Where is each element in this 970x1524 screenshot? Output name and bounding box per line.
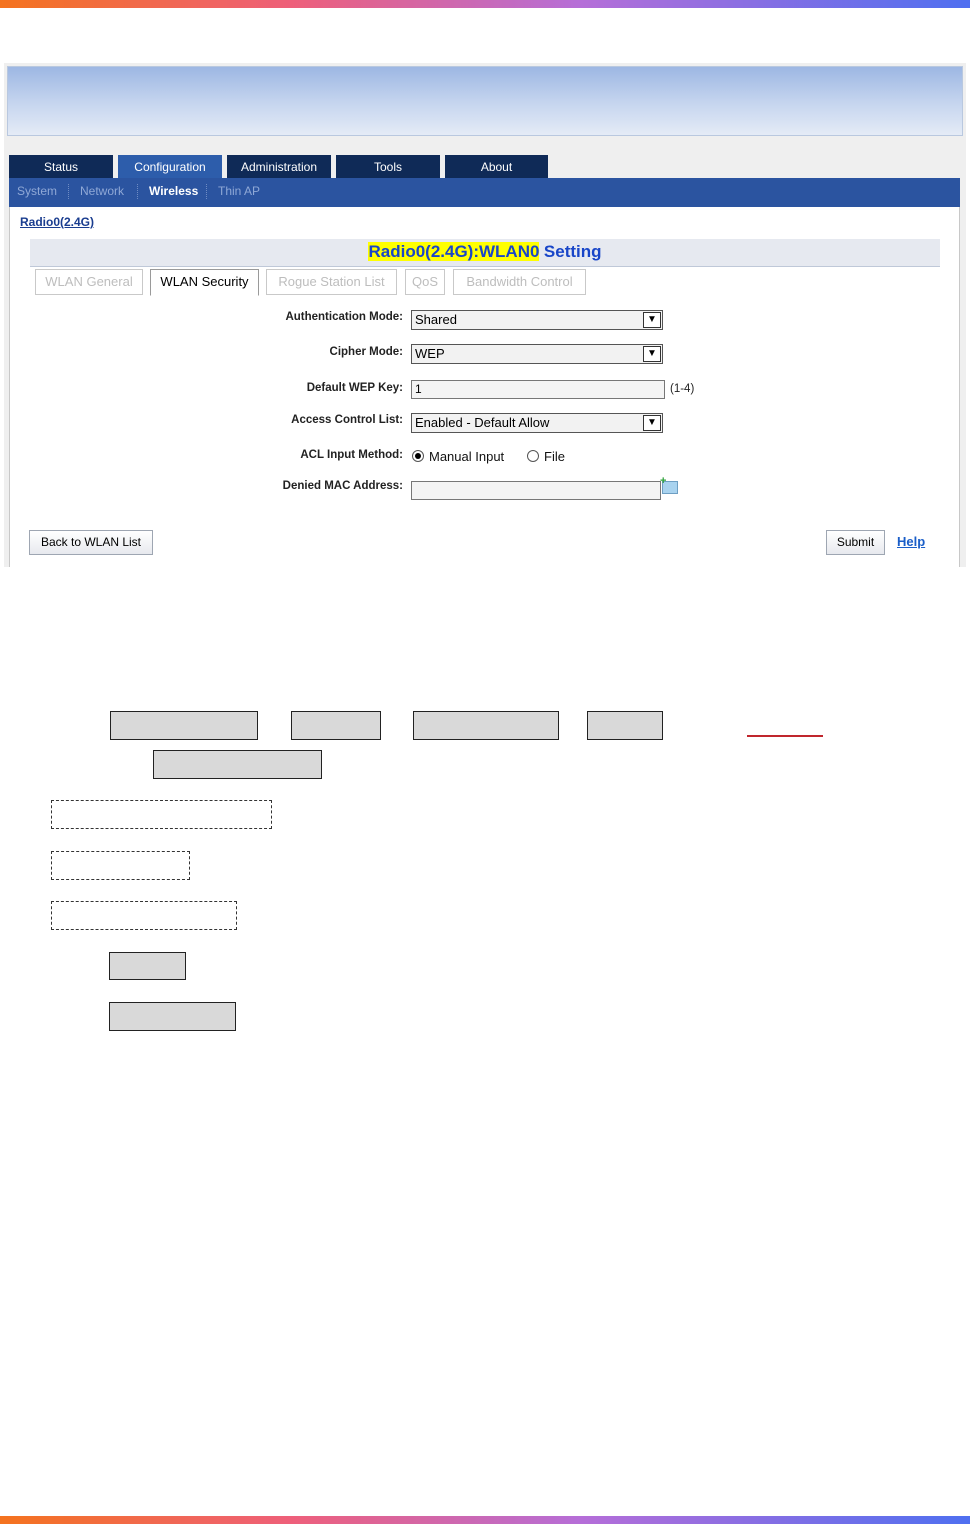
help-link[interactable]: Help: [897, 534, 926, 549]
redacted-box: [153, 750, 322, 779]
manual-input-label: Manual Input: [429, 449, 505, 464]
subnav-system[interactable]: System: [17, 184, 58, 198]
redacted-box: [587, 711, 663, 740]
auth-mode-label: Authentication Mode:: [285, 311, 403, 323]
auth-mode-select[interactable]: [411, 310, 663, 330]
tab-status[interactable]: Status: [9, 155, 113, 179]
denied-mac-input[interactable]: [411, 481, 661, 500]
page-title-rest: Setting: [543, 242, 602, 261]
redacted-box: [109, 952, 186, 980]
file-label: File: [544, 449, 565, 464]
manual-input-radio[interactable]: [412, 450, 424, 462]
default-wep-key-label: Default WEP Key:: [306, 382, 403, 394]
tab-rogue-station-list[interactable]: Rogue Station List: [266, 269, 397, 295]
add-mac-icon[interactable]: [662, 481, 678, 494]
redacted-dashed-box: [51, 800, 272, 829]
subnav-separator: [137, 184, 139, 199]
denied-mac-label: Denied MAC Address:: [282, 480, 403, 492]
tab-qos[interactable]: QoS: [405, 269, 445, 295]
redacted-underline: [747, 735, 823, 737]
chevron-down-icon: ▼: [643, 312, 661, 328]
tab-wlan-security[interactable]: WLAN Security: [150, 269, 259, 296]
subnav-network[interactable]: Network: [80, 184, 125, 198]
subnav-separator: [68, 184, 70, 199]
tab-configuration[interactable]: Configuration: [118, 155, 222, 179]
redacted-box: [110, 711, 258, 740]
cipher-mode-select[interactable]: [411, 344, 663, 364]
content-panel: [9, 207, 960, 567]
tab-about[interactable]: About: [445, 155, 548, 179]
tab-bandwidth-control[interactable]: Bandwidth Control: [453, 269, 586, 295]
acl-value: Enabled - Default Allow: [415, 415, 550, 430]
wep-key-range-hint: (1-4): [670, 383, 695, 395]
page-title: [30, 239, 940, 267]
subnav-wireless[interactable]: Wireless: [149, 184, 199, 198]
tab-tools[interactable]: Tools: [336, 155, 440, 179]
subnav-separator: [206, 184, 208, 199]
redacted-box: [109, 1002, 236, 1031]
acl-input-method-label: ACL Input Method:: [300, 449, 403, 461]
back-to-wlan-list-button[interactable]: Back to WLAN List: [29, 530, 153, 555]
router-ui-screenshot: [4, 63, 966, 567]
acl-select[interactable]: [411, 413, 663, 433]
top-gradient-bar: [0, 0, 970, 8]
redacted-box: [291, 711, 381, 740]
chevron-down-icon: ▼: [643, 346, 661, 362]
redacted-dashed-box: [51, 901, 237, 930]
breadcrumb-link[interactable]: Radio0(2.4G): [20, 215, 95, 229]
page-title-highlight: Radio0(2.4G):WLAN0: [368, 242, 540, 261]
bottom-gradient-bar: [0, 1516, 970, 1524]
chevron-down-icon: ▼: [643, 415, 661, 431]
auth-mode-value: Shared: [415, 312, 457, 327]
submit-button[interactable]: Submit: [826, 530, 885, 555]
header-banner: [7, 66, 963, 136]
default-wep-key-input[interactable]: 1: [411, 380, 665, 399]
redacted-box: [413, 711, 559, 740]
tab-wlan-general[interactable]: WLAN General: [35, 269, 143, 295]
tab-administration[interactable]: Administration: [227, 155, 331, 179]
cipher-mode-label: Cipher Mode:: [329, 346, 403, 358]
acl-label: Access Control List:: [291, 414, 403, 426]
subnav-thin-ap[interactable]: Thin AP: [218, 184, 261, 198]
file-radio[interactable]: [527, 450, 539, 462]
cipher-mode-value: WEP: [415, 346, 445, 361]
sub-navigation: [9, 178, 960, 207]
redacted-dashed-box: [51, 851, 190, 880]
